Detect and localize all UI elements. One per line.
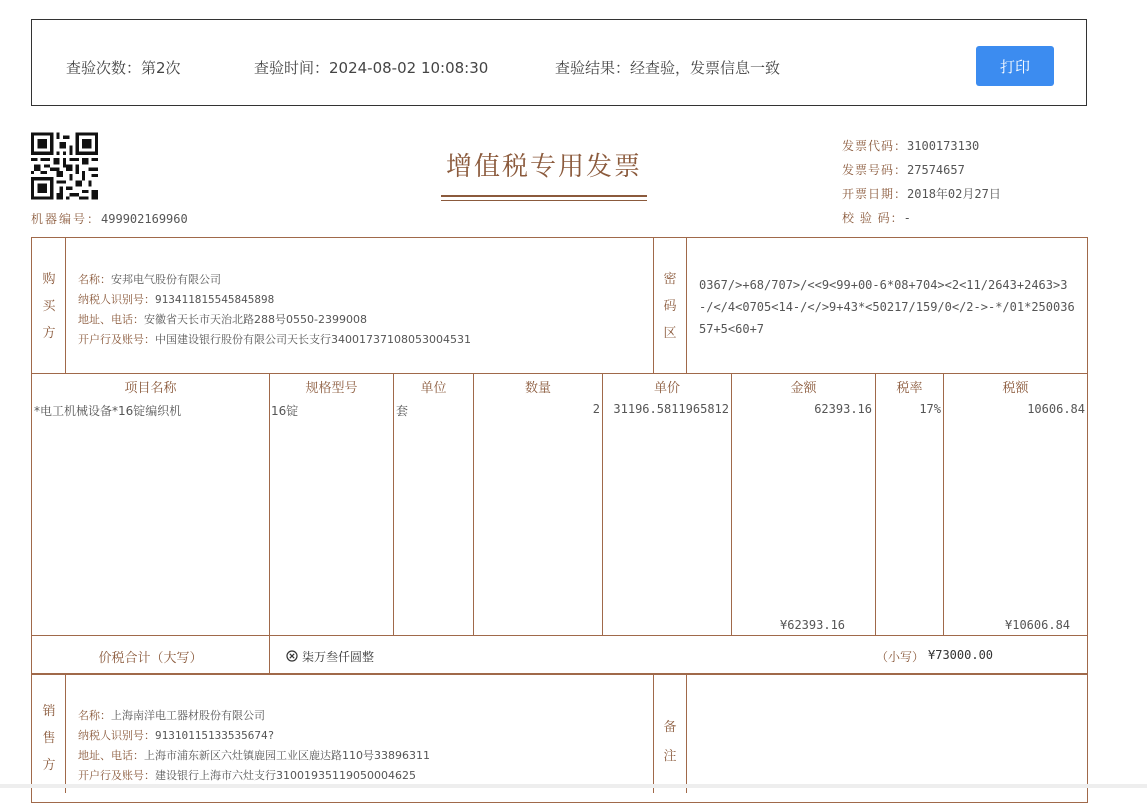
item-name: *电工机械设备*16锭编织机 xyxy=(34,404,182,418)
machine-number-value: 499902169960 xyxy=(101,212,188,226)
check-time: 查验时间：2024-08-02 10:08:30 xyxy=(254,59,489,77)
divider xyxy=(65,237,66,374)
invoice-code-value: 3100173130 xyxy=(907,139,980,153)
check-count: 查验次数：第2次 xyxy=(66,59,181,77)
total-tax: ¥10606.84 xyxy=(1005,618,1071,632)
buyer-address-value: 安徽省天长市天治北路288号0550-2399008 xyxy=(144,313,367,326)
invoice-code xyxy=(842,137,979,154)
divider xyxy=(393,373,394,636)
buyer-address: 地址、电话：安徽省天长市天治北路288号0550-2399008 xyxy=(78,313,367,326)
invoice-number-value: 27574657 xyxy=(907,163,965,177)
invoice-date xyxy=(842,185,1001,202)
buyer-taxid-value: 913411815545845898 xyxy=(155,293,275,306)
divider xyxy=(269,635,270,675)
divider xyxy=(686,237,687,374)
seller-taxid: 纳税人识别号：91310115133535674? xyxy=(78,729,275,742)
item-tax: 10606.84 xyxy=(1027,402,1085,416)
col-header-unit: 单位 xyxy=(420,381,447,396)
divider xyxy=(686,673,687,793)
seller-bank: 开户行及账号：建设银行上海市六灶支行31001935119050004625 xyxy=(78,769,416,782)
circle-x-icon xyxy=(286,650,298,662)
col-header-spec: 规格型号 xyxy=(305,381,358,396)
col-header-price: 单价 xyxy=(653,381,680,396)
buyer-name-value: 安邦电气股份有限公司 xyxy=(111,273,221,286)
machine-number-label: 机器编号： xyxy=(31,212,102,226)
divider xyxy=(269,373,270,636)
seller-name-value: 上海南洋电工器材股份有限公司 xyxy=(111,709,265,722)
seller-address-value: 上海市浦东新区六灶镇鹿园工业区鹿达路110号33896311 xyxy=(144,749,430,762)
item-spec: 16锭 xyxy=(271,404,299,418)
remark-label: 备 注 xyxy=(663,720,677,764)
invoice-title: 增值税专用发票 xyxy=(445,152,642,182)
check-result: 查验结果：经查验，发票信息一致 xyxy=(555,59,781,77)
machine-number xyxy=(31,210,188,227)
col-header-tax: 税额 xyxy=(1002,381,1029,396)
buyer-bank: 开户行及账号：中国建设银行股份有限公司天长支行34001737108053004531 xyxy=(78,333,471,346)
item-unit: 套 xyxy=(396,404,409,418)
total-words: 柒万叁仟圆整 xyxy=(302,650,375,664)
col-header-name: 项目名称 xyxy=(124,381,177,396)
seller-bank-value: 建设银行上海市六灶支行31001935119050004625 xyxy=(155,769,416,782)
total-small-label: （小写） xyxy=(876,650,925,664)
col-header-amount: 金额 xyxy=(790,381,817,396)
verification-bar xyxy=(31,19,1087,106)
col-header-rate: 税率 xyxy=(896,381,923,396)
invoice-number-label: 发票号码： xyxy=(842,163,908,177)
buyer-taxid: 纳税人识别号：913411815545845898 xyxy=(78,293,275,306)
check-code xyxy=(842,209,911,226)
total-amount: ¥62393.16 xyxy=(780,618,846,632)
title-underline-thin xyxy=(441,200,647,201)
seller-address: 地址、电话：上海市浦东新区六灶镇鹿园工业区鹿达路110号33896311 xyxy=(78,749,430,762)
total-label: 价税合计（大写） xyxy=(98,651,203,666)
title-underline xyxy=(441,195,647,197)
cipher-label: 密 码 区 xyxy=(663,272,677,341)
buyer-name: 名称：安邦电气股份有限公司 xyxy=(78,273,221,286)
item-qty: 2 xyxy=(592,402,600,416)
check-code-label: 校 验 码： xyxy=(842,211,904,225)
qr-code-icon xyxy=(31,131,98,201)
buyer-bank-value: 中国建设银行股份有限公司天长支行34001737108053004531 xyxy=(155,333,471,346)
total-small-value: ¥73000.00 xyxy=(928,648,994,662)
seller-name: 名称：上海南洋电工器材股份有限公司 xyxy=(78,709,265,722)
print-button[interactable]: 打印 xyxy=(976,46,1054,86)
divider xyxy=(65,673,66,793)
seller-label: 销 售 方 xyxy=(42,704,56,773)
item-rate: 17% xyxy=(919,402,941,416)
item-amount: 62393.16 xyxy=(814,402,872,416)
invoice-date-value: 2018年02月27日 xyxy=(907,187,1001,201)
seller-taxid-value: 91310115133535674? xyxy=(155,729,275,742)
invoice-date-label: 开票日期： xyxy=(842,187,908,201)
cipher-text: 0367/>+68/707>/<<9<99+00-6*08+704><2<11/2643+2463>3-/</4<0705<14-/</>9+43*<50217/159/0</2->-*/01*25003657+5<60+7 xyxy=(699,278,1075,336)
invoice-number xyxy=(842,161,965,178)
bottom-edge xyxy=(0,784,1147,788)
buyer-label: 购 买 方 xyxy=(42,272,56,341)
col-header-qty: 数量 xyxy=(524,381,551,396)
check-code-value: - xyxy=(903,211,911,225)
invoice-code-label: 发票代码： xyxy=(842,139,908,153)
item-price: 31196.5811965812 xyxy=(613,402,729,416)
